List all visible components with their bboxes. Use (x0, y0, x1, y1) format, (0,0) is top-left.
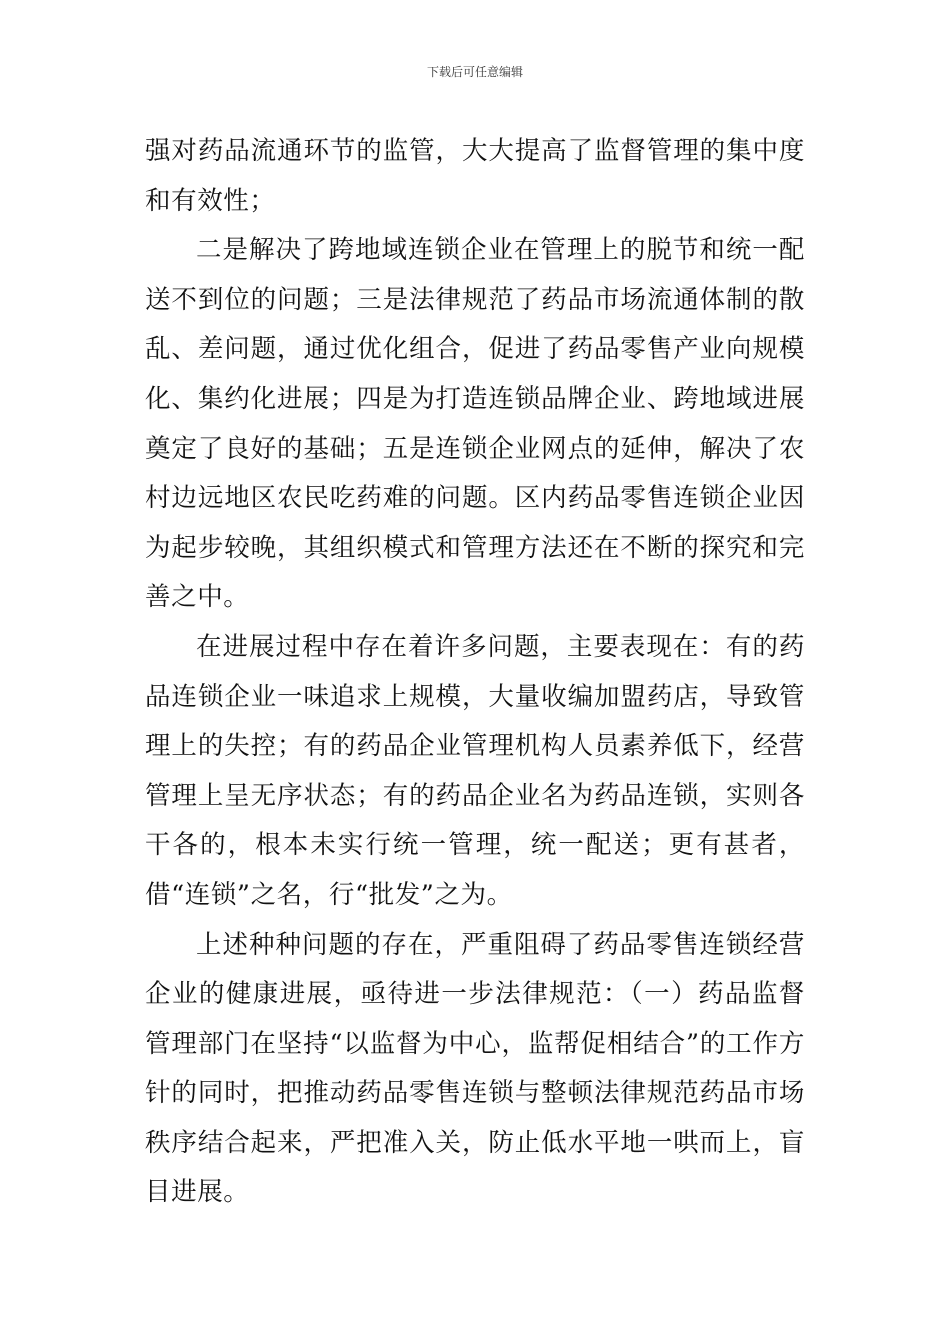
paragraph-3: 在进展过程中存在着许多问题，主要表现在：有的药品连锁企业一味追求上规模，大量收编加盟药店，导致管理上的失控；有的药品企业管理机构人员素养低下，经营管理上呈无序状态；有的药品企业名为药品连锁，实则各干各的，根本未实行统一管理，统一配送；更有甚者，借“连锁”之名，行“批发”之为。 (145, 631, 805, 910)
paragraph-1: 强对药品流通环节的监管，大大提高了监督管理的集中度和有效性； (145, 136, 805, 216)
document-body (145, 127, 805, 1218)
paragraph-4: 上述种种问题的存在，严重阻碍了药品零售连锁经营企业的健康进展，亟待进一步法律规范：（一）药品监督管理部门在坚持“以监督为中心，监帮促相结合”的工作方针的同时，把推动药品零售连锁与整顿法律规范药品市场秩序结合起来，严把准入关，防止低水平地一哄而上，盲目进展。 (145, 929, 805, 1208)
paragraph-2: 二是解决了跨地域连锁企业在管理上的脱节和统一配送不到位的问题；三是法律规范了药品市场流通体制的散乱、差问题，通过优化组合，促进了药品零售产业向规模化、集约化进展；四是为打造连锁品牌企业、跨地域进展奠定了良好的基础；五是连锁企业网点的延伸，解决了农村边远地区农民吃药难的问题。区内药品零售连锁企业因为起步较晚，其组织模式和管理方法还在不断的探究和完善之中。 (145, 235, 805, 613)
page-header: 下载后可任意编辑 (426, 65, 523, 79)
